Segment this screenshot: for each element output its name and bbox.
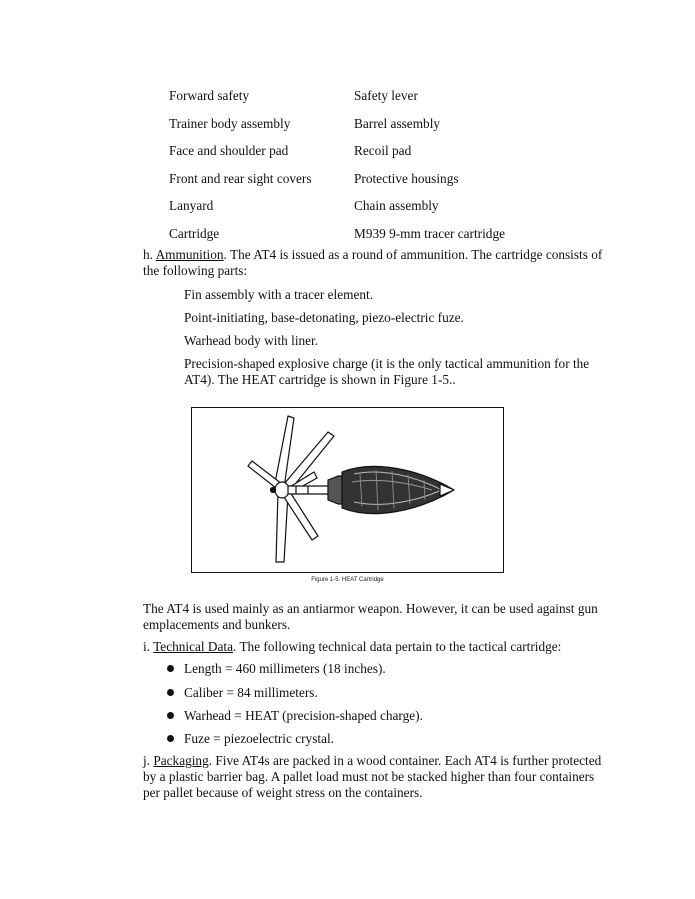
fin-hub [275,482,289,498]
technical-data-text: Warhead = HEAT (precision-shaped charge). [184,708,423,723]
parts-table-right-cell: Safety lever [354,88,418,103]
section-j-heading: Packaging [153,753,209,768]
section-i-paragraph [143,639,603,655]
section-j-prefix: j. [143,753,154,768]
parts-table-right-cell: Barrel assembly [354,116,441,131]
section-h-text: . The AT4 is issued as a round of ammunition. The cartridge consists of the following parts: [143,247,603,278]
parts-table-right-cell: Recoil pad [354,143,412,158]
section-i-text: . The following technical data pertain to the tactical cartridge: [233,639,562,654]
figure-caption: Figure 1-5. HEAT Cartridge [311,577,384,583]
section-i-prefix: i. [143,639,154,654]
section-j-paragraph [143,753,603,801]
cartridge-part-item: Fin assembly with a tracer element. [184,287,374,302]
parts-table-right-cell: M939 9-mm tracer cartridge [354,226,506,241]
parts-table-left-cell: Face and shoulder pad [169,143,289,158]
parts-table-right-cell: Chain assembly [354,198,439,213]
bullet-icon [167,735,174,742]
section-h-heading: Ammunition [155,247,224,262]
parts-table-left-cell: Cartridge [169,226,220,241]
parts-table-left-cell: Lanyard [169,198,214,213]
technical-data-item [167,685,318,701]
cartridge-part-item: Warhead body with liner. [184,333,319,348]
usage-paragraph: The AT4 is used mainly as an antiarmor weapon. However, it can be used against gun emplacements and bunkers. [143,601,598,632]
section-i-heading: Technical Data [153,639,234,654]
parts-table-left-cell: Forward safety [169,88,250,103]
heat-cartridge-figure [191,407,504,573]
bullet-icon [167,689,174,696]
parts-table-left-cell: Trainer body assembly [169,116,291,131]
fin-lower-left [276,492,288,562]
section-h-paragraph [143,247,603,279]
section-j-text: . Five AT4s are packed in a wood container. Each AT4 is further protected by a plastic barrier bag. A pallet load must not be stacked higher than four containers per pallet because of weight stress on the containers. [143,753,602,800]
parts-table-right-cell: Protective housings [354,171,459,186]
section-h-prefix: h. [143,247,156,262]
bullet-icon [167,712,174,719]
fin-lower-right [282,492,318,540]
bullet-icon [167,665,174,672]
heat-cartridge-illustration [192,408,503,572]
technical-data-item [167,708,423,724]
technical-data-item [167,661,386,677]
technical-data-text: Fuze = piezoelectric crystal. [184,731,334,746]
parts-table-left-cell: Front and rear sight covers [169,171,312,186]
cartridge-part-item: Point-initiating, base-detonating, piezo-electric fuze. [184,310,464,325]
technical-data-text: Length = 460 millimeters (18 inches). [184,661,386,676]
cartridge-part-item: Precision-shaped explosive charge (it is the only tactical ammunition for the AT4). The HEAT cartridge is shown in Figure 1-5.. [184,356,590,387]
technical-data-text: Caliber = 84 millimeters. [184,685,318,700]
technical-data-item [167,731,334,747]
